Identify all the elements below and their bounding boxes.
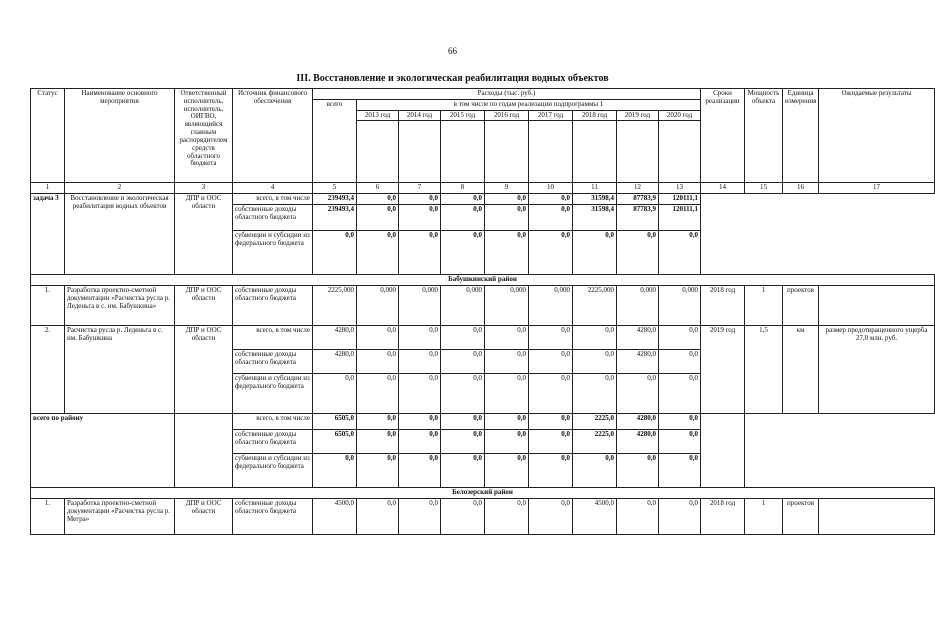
capacity-cell: 1 bbox=[745, 286, 783, 326]
value-cell: 0,0 bbox=[485, 498, 529, 534]
header-unit: Единица измерения bbox=[783, 89, 819, 183]
value-cell: 31598,4 bbox=[573, 194, 617, 205]
value-cell: 0,0 bbox=[573, 454, 617, 488]
value-cell: 0,0 bbox=[529, 414, 573, 430]
value-cell: 0,0 bbox=[399, 430, 441, 454]
value-cell: 2225,0 bbox=[573, 414, 617, 430]
source-cell: собственные доходы областного бюджета bbox=[233, 205, 313, 231]
source-cell: собственные доходы областного бюджета bbox=[233, 498, 313, 534]
value-cell: 0,0 bbox=[313, 454, 357, 488]
header-name: Наименование основного мероприятия bbox=[65, 89, 175, 183]
value-cell: 0,0 bbox=[357, 454, 399, 488]
value-cell: 0,0 bbox=[617, 454, 659, 488]
task-responsible: ДПР и ООС области bbox=[175, 194, 233, 275]
region-title: Бабушкинский район bbox=[31, 275, 935, 286]
value-cell: 0,0 bbox=[659, 231, 701, 275]
item-status: 1. bbox=[31, 498, 65, 534]
header-year-2017: 2017 год bbox=[529, 110, 573, 121]
item-status: 2. bbox=[31, 326, 65, 414]
value-cell: 0,0 bbox=[357, 194, 399, 205]
value-cell: 4280,0 bbox=[617, 350, 659, 374]
value-cell: 0,0 bbox=[573, 350, 617, 374]
value-cell: 0,000 bbox=[529, 286, 573, 326]
header-year-2019: 2019 год bbox=[617, 110, 659, 121]
value-cell: 0,000 bbox=[485, 286, 529, 326]
value-cell: 2225,0 bbox=[573, 430, 617, 454]
value-cell: 0,0 bbox=[357, 498, 399, 534]
header-year-2016: 2016 год bbox=[485, 110, 529, 121]
value-cell: 0,0 bbox=[529, 454, 573, 488]
value-cell: 0,0 bbox=[399, 498, 441, 534]
value-cell: 0,0 bbox=[441, 194, 485, 205]
source-cell: субвенции и субсидии из федерального бюджета bbox=[233, 454, 313, 488]
value-cell: 6505,0 bbox=[313, 430, 357, 454]
term-cell: 2018 год bbox=[701, 498, 745, 534]
expenses-table bbox=[30, 88, 935, 535]
value-cell: 0,0 bbox=[529, 430, 573, 454]
value-cell: 0,0 bbox=[529, 374, 573, 414]
value-cell: 0,0 bbox=[659, 374, 701, 414]
value-cell: 120111,1 bbox=[659, 194, 701, 205]
value-cell: 0,0 bbox=[441, 205, 485, 231]
value-cell: 0,0 bbox=[617, 231, 659, 275]
item-name: Расчистка русла р. Леденьга в с. им. Бабушкина bbox=[65, 326, 175, 414]
value-cell: 0,0 bbox=[485, 430, 529, 454]
column-numbers-row bbox=[31, 183, 935, 194]
value-cell: 0,0 bbox=[441, 350, 485, 374]
source-cell: всего, в том числе bbox=[233, 326, 313, 350]
source-cell: субвенции и субсидии из федерального бюджета bbox=[233, 374, 313, 414]
value-cell: 0,0 bbox=[357, 205, 399, 231]
term-cell: 2019 год bbox=[701, 326, 745, 414]
value-cell: 120111,1 bbox=[659, 205, 701, 231]
header-total: всего bbox=[313, 99, 357, 183]
value-cell: 0,0 bbox=[399, 194, 441, 205]
value-cell: 0,000 bbox=[441, 286, 485, 326]
region-title: Белозерский район bbox=[31, 488, 935, 499]
value-cell: 0,0 bbox=[357, 231, 399, 275]
table-row bbox=[31, 326, 935, 350]
item-status: 1. bbox=[31, 286, 65, 326]
value-cell: 0,0 bbox=[399, 414, 441, 430]
value-cell: 4280,0 bbox=[313, 350, 357, 374]
column-number: 7 bbox=[399, 183, 441, 194]
region-row bbox=[31, 275, 935, 286]
header-source: Источник финансового обеспечения bbox=[233, 89, 313, 183]
value-cell: 0,0 bbox=[485, 350, 529, 374]
unit-cell: проектов bbox=[783, 286, 819, 326]
source-cell: собственные доходы областного бюджета bbox=[233, 350, 313, 374]
header-by-years: в том числе по годам реализации подпрограммы 1 bbox=[357, 99, 701, 110]
source-cell: собственные доходы областного бюджета bbox=[233, 286, 313, 326]
column-number: 6 bbox=[357, 183, 399, 194]
source-cell: всего, в том числе bbox=[233, 414, 313, 430]
header-year-2020: 2020 год bbox=[659, 110, 701, 121]
value-cell: 239493,4 bbox=[313, 194, 357, 205]
value-cell: 0,000 bbox=[617, 286, 659, 326]
value-cell: 0,0 bbox=[485, 454, 529, 488]
task-name: Восстановление и экологическая реабилитация водных объектов bbox=[65, 194, 175, 275]
value-cell: 0,0 bbox=[357, 430, 399, 454]
value-cell: 0,0 bbox=[529, 231, 573, 275]
source-cell: собственные доходы областного бюджета bbox=[233, 430, 313, 454]
value-cell: 0,0 bbox=[441, 454, 485, 488]
task-status: задача 3 bbox=[31, 194, 65, 275]
value-cell: 0,0 bbox=[313, 374, 357, 414]
value-cell: 0,0 bbox=[617, 374, 659, 414]
value-cell: 0,0 bbox=[441, 326, 485, 350]
column-number: 2 bbox=[65, 183, 175, 194]
source-cell: всего, в том числе bbox=[233, 194, 313, 205]
header-year-2015: 2015 год bbox=[441, 110, 485, 121]
header-expenses: Расходы (тыс. руб.) bbox=[313, 89, 701, 100]
value-cell: 0,0 bbox=[357, 350, 399, 374]
value-cell: 0,0 bbox=[399, 326, 441, 350]
value-cell: 0,0 bbox=[441, 374, 485, 414]
value-cell: 0,0 bbox=[659, 454, 701, 488]
value-cell: 0,0 bbox=[441, 414, 485, 430]
value-cell: 0,0 bbox=[529, 194, 573, 205]
region-total-label: всего по району bbox=[31, 414, 175, 488]
value-cell: 0,0 bbox=[357, 414, 399, 430]
header-row bbox=[31, 89, 935, 100]
value-cell: 0,000 bbox=[357, 286, 399, 326]
value-cell: 239493,4 bbox=[313, 205, 357, 231]
value-cell: 4280,0 bbox=[617, 414, 659, 430]
value-cell: 0,0 bbox=[573, 374, 617, 414]
value-cell: 0,0 bbox=[659, 430, 701, 454]
header-results: Ожидаемые результаты bbox=[819, 89, 935, 183]
value-cell: 0,0 bbox=[399, 454, 441, 488]
value-cell: 0,000 bbox=[399, 286, 441, 326]
column-number: 15 bbox=[745, 183, 783, 194]
column-number: 9 bbox=[485, 183, 529, 194]
value-cell: 0,0 bbox=[399, 350, 441, 374]
value-cell: 0,0 bbox=[485, 205, 529, 231]
column-number: 11 bbox=[573, 183, 617, 194]
column-number: 12 bbox=[617, 183, 659, 194]
column-number: 1 bbox=[31, 183, 65, 194]
term-cell: 2018 год bbox=[701, 286, 745, 326]
header-year-2014: 2014 год bbox=[399, 110, 441, 121]
column-number: 17 bbox=[819, 183, 935, 194]
value-cell: 0,0 bbox=[529, 326, 573, 350]
item-name: Разработка проектно-сметной документации «Расчистка русла р. Мегра» bbox=[65, 498, 175, 534]
section-title: III. Восстановление и экологическая реабилитация водных объектов bbox=[296, 73, 609, 84]
value-cell: 0,0 bbox=[485, 414, 529, 430]
value-cell: 2225,000 bbox=[313, 286, 357, 326]
item-name: Разработка проектно-сметной документации «Расчистка русла р. Леденьга в с. им. Бабушкина» bbox=[65, 286, 175, 326]
result-cell: размер предотвращенного ущерба 27,0 млн. руб. bbox=[819, 326, 935, 414]
result-cell bbox=[819, 286, 935, 326]
column-number: 8 bbox=[441, 183, 485, 194]
column-number: 13 bbox=[659, 183, 701, 194]
value-cell: 0,0 bbox=[313, 231, 357, 275]
value-cell: 0,0 bbox=[399, 374, 441, 414]
column-number: 3 bbox=[175, 183, 233, 194]
value-cell: 2225,000 bbox=[573, 286, 617, 326]
value-cell: 0,0 bbox=[659, 414, 701, 430]
value-cell: 0,0 bbox=[573, 231, 617, 275]
value-cell: 0,0 bbox=[485, 231, 529, 275]
item-responsible: ДПР и ООС области bbox=[175, 326, 233, 414]
table-row bbox=[31, 498, 935, 534]
value-cell: 0,0 bbox=[399, 205, 441, 231]
value-cell: 0,0 bbox=[357, 374, 399, 414]
column-number: 16 bbox=[783, 183, 819, 194]
table-row bbox=[31, 414, 935, 430]
header-capacity: Мощность объекта bbox=[745, 89, 783, 183]
unit-cell: км bbox=[783, 326, 819, 414]
value-cell: 4280,0 bbox=[313, 326, 357, 350]
header-status: Статус bbox=[31, 89, 65, 183]
capacity-cell: 1 bbox=[745, 498, 783, 534]
item-responsible: ДПР и ООС области bbox=[175, 498, 233, 534]
region-row bbox=[31, 488, 935, 499]
value-cell: 0,0 bbox=[485, 374, 529, 414]
value-cell: 0,0 bbox=[573, 326, 617, 350]
header-year-2018: 2018 год bbox=[573, 110, 617, 121]
item-responsible: ДПР и ООС области bbox=[175, 286, 233, 326]
column-number: 5 bbox=[313, 183, 357, 194]
value-cell: 0,0 bbox=[485, 326, 529, 350]
value-cell: 4280,0 bbox=[617, 326, 659, 350]
value-cell: 4500,0 bbox=[573, 498, 617, 534]
value-cell: 87783,9 bbox=[617, 194, 659, 205]
column-number: 10 bbox=[529, 183, 573, 194]
value-cell: 87783,9 bbox=[617, 205, 659, 231]
value-cell: 0,0 bbox=[659, 498, 701, 534]
table-row bbox=[31, 194, 935, 205]
value-cell: 0,0 bbox=[617, 498, 659, 534]
value-cell: 0,0 bbox=[485, 194, 529, 205]
value-cell: 0,000 bbox=[659, 286, 701, 326]
table-row bbox=[31, 286, 935, 326]
value-cell: 0,0 bbox=[441, 430, 485, 454]
column-number: 14 bbox=[701, 183, 745, 194]
result-cell bbox=[819, 498, 935, 534]
value-cell: 0,0 bbox=[399, 231, 441, 275]
value-cell: 4280,0 bbox=[617, 430, 659, 454]
value-cell: 0,0 bbox=[441, 231, 485, 275]
header-terms: Сроки реализации bbox=[701, 89, 745, 183]
value-cell: 0,0 bbox=[529, 205, 573, 231]
capacity-cell: 1,5 bbox=[745, 326, 783, 414]
value-cell: 6505,0 bbox=[313, 414, 357, 430]
unit-cell: проектов bbox=[783, 498, 819, 534]
value-cell: 0,0 bbox=[659, 326, 701, 350]
value-cell: 0,0 bbox=[441, 498, 485, 534]
value-cell: 0,0 bbox=[659, 350, 701, 374]
header-year-2013: 2013 год bbox=[357, 110, 399, 121]
value-cell: 0,0 bbox=[357, 326, 399, 350]
column-number: 4 bbox=[233, 183, 313, 194]
value-cell: 0,0 bbox=[529, 498, 573, 534]
value-cell: 31598,4 bbox=[573, 205, 617, 231]
value-cell: 4500,0 bbox=[313, 498, 357, 534]
page-number: 66 bbox=[448, 46, 457, 56]
value-cell: 0,0 bbox=[529, 350, 573, 374]
source-cell: субвенции и субсидии из федерального бюджета bbox=[233, 231, 313, 275]
header-responsible: Ответственный исполнитель, исполнитель, ОИГВО, являющийся главным распорядителем средств областного бюджета bbox=[175, 89, 233, 183]
